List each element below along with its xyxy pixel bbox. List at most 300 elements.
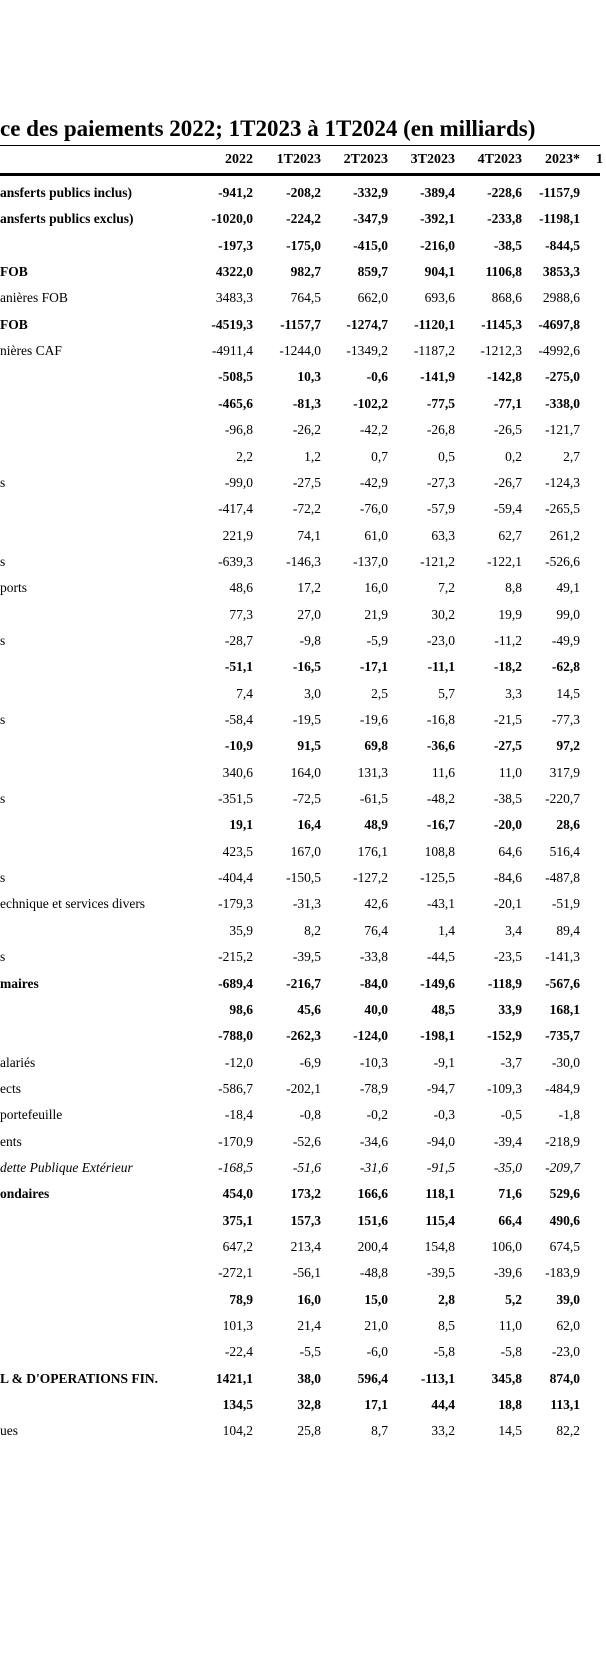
table-cell: -27,5 xyxy=(292,474,321,490)
table-row xyxy=(0,1338,600,1365)
table-cell: 868,6 xyxy=(491,290,522,306)
column-header-row xyxy=(0,146,603,173)
table-cell: -58,4 xyxy=(224,712,253,727)
table-cell: 21,9 xyxy=(364,606,388,622)
table-cell: -0,5 xyxy=(500,1107,522,1123)
table-cell: -487,8 xyxy=(545,870,580,886)
table-cell: -36,6 xyxy=(426,738,455,754)
table-cell: -1157,9 xyxy=(539,185,580,200)
table-cell: -338,0 xyxy=(545,395,580,411)
table-cell: -415,0 xyxy=(353,237,388,253)
table-cell: -6,9 xyxy=(299,1054,321,1070)
table-cell: -23,0 xyxy=(426,632,455,648)
table-cell: -124,3 xyxy=(545,474,580,490)
table-cell: 904,1 xyxy=(424,264,455,280)
table-cell: 529,6 xyxy=(549,1186,580,1202)
table-cell: -275,0 xyxy=(545,369,580,385)
table-row xyxy=(0,811,600,838)
table-cell: 859,7 xyxy=(357,264,388,280)
table-cell: -215,2 xyxy=(218,949,253,965)
table-cell: -81,3 xyxy=(292,395,321,411)
table-cell: -12,0 xyxy=(224,1054,253,1070)
table-cell: -141,3 xyxy=(545,949,580,965)
table-cell: -1198,1 xyxy=(539,211,580,227)
table-cell: 28,6 xyxy=(556,817,580,833)
table-cell: 375,1 xyxy=(222,1212,253,1228)
table-cell: -216,7 xyxy=(286,975,321,991)
table-cell: 15,0 xyxy=(364,1291,388,1307)
table-cell: 39,0 xyxy=(556,1291,580,1307)
table-cell: -586,7 xyxy=(218,1080,253,1096)
table-cell: -39,5 xyxy=(292,949,321,965)
table-cell: -5,8 xyxy=(433,1344,455,1360)
table-cell: -121,7 xyxy=(545,422,580,438)
table-cell: 261,2 xyxy=(549,527,580,543)
table-cell: 454,0 xyxy=(222,1186,253,1202)
table-cell: 76,4 xyxy=(364,922,388,938)
table-cell: 8,2 xyxy=(304,922,321,938)
table-row xyxy=(0,1154,600,1181)
table-cell: 101,3 xyxy=(222,1318,253,1334)
table-cell: -6,0 xyxy=(366,1344,388,1360)
table-cell: 176,1 xyxy=(357,843,388,859)
table-cell: 32,8 xyxy=(297,1397,321,1413)
table-cell: -57,9 xyxy=(426,501,455,517)
table-cell: -121,2 xyxy=(420,553,455,569)
table-cell: -0,3 xyxy=(433,1107,455,1123)
table-cell: -484,9 xyxy=(545,1080,580,1096)
table-cell: 423,5 xyxy=(222,843,253,859)
table-cell: 115,4 xyxy=(425,1212,455,1228)
table-row xyxy=(0,943,600,970)
table-cell: 345,8 xyxy=(491,1370,522,1386)
row-label: ansferts publics inclus) xyxy=(0,185,133,200)
table-cell: -51,1 xyxy=(224,659,253,675)
table-row xyxy=(0,1075,600,1102)
table-cell: -220,7 xyxy=(545,791,580,807)
table-cell: -91,5 xyxy=(426,1159,455,1175)
table-cell: -18,2 xyxy=(493,659,522,675)
table-cell: -347,9 xyxy=(353,211,388,227)
table-row xyxy=(0,732,600,759)
table-cell: -1120,1 xyxy=(414,316,455,332)
table-cell: -392,1 xyxy=(420,211,455,227)
table-cell: -56,1 xyxy=(292,1265,321,1281)
table-cell: 21,4 xyxy=(297,1318,321,1334)
table-cell: 3,4 xyxy=(505,922,522,938)
table-cell: -265,5 xyxy=(545,501,580,517)
table-cell: -19,5 xyxy=(292,712,321,727)
table-row xyxy=(0,680,600,707)
table-cell: -735,7 xyxy=(545,1028,580,1044)
table-cell: 1,4 xyxy=(438,922,455,938)
table-cell: -84,0 xyxy=(359,975,388,991)
table-cell: 340,6 xyxy=(222,764,253,780)
table-cell: 71,6 xyxy=(498,1186,522,1202)
table-cell: -51,6 xyxy=(292,1159,321,1175)
table-cell: 2,5 xyxy=(371,685,388,701)
table-cell: -183,9 xyxy=(545,1265,580,1281)
row-label: ents xyxy=(0,1133,22,1149)
table-cell: 168,1 xyxy=(549,1001,580,1017)
table-cell: -26,5 xyxy=(493,422,522,438)
table-cell: 19,1 xyxy=(229,817,253,833)
table-row xyxy=(0,205,600,232)
table-cell: -1244,0 xyxy=(279,343,321,359)
table-row xyxy=(0,522,600,549)
table-cell: 17,2 xyxy=(297,580,321,596)
table-cell: -21,5 xyxy=(493,712,522,727)
table-cell: -124,0 xyxy=(353,1028,388,1044)
table-cell: 69,8 xyxy=(364,738,388,754)
table-cell: 14,5 xyxy=(556,685,580,701)
table-title: ce des paiements 2022; 1T2023 à 1T2024 (en milliards) xyxy=(0,116,536,141)
row-label: anières FOB xyxy=(0,290,68,306)
table-cell: -941,2 xyxy=(218,185,253,200)
table-cell: 5,2 xyxy=(505,1291,522,1307)
table-cell: -26,2 xyxy=(292,422,321,438)
table-cell: -5,9 xyxy=(366,632,388,648)
table-row xyxy=(0,601,600,628)
table-cell: -23,5 xyxy=(493,949,522,965)
table-row xyxy=(0,653,600,680)
table-cell: -10,9 xyxy=(224,738,253,754)
table-cell: -94,0 xyxy=(426,1133,455,1149)
table-cell: -16,8 xyxy=(426,712,455,727)
table-cell: 10,3 xyxy=(297,369,321,385)
table-cell: -42,9 xyxy=(359,474,388,490)
row-label: ues xyxy=(0,1423,18,1439)
table-row xyxy=(0,785,600,812)
row-label: nières CAF xyxy=(0,343,62,359)
table-cell: 104,2 xyxy=(222,1423,253,1439)
table-row xyxy=(0,469,600,496)
table-row xyxy=(0,1128,600,1155)
table-cell: -125,5 xyxy=(420,870,455,886)
table-cell: -17,1 xyxy=(359,659,388,675)
table-cell: -0,8 xyxy=(299,1107,321,1123)
table-cell: -567,6 xyxy=(545,975,580,991)
table-cell: 91,5 xyxy=(297,738,321,754)
table-cell: 38,0 xyxy=(297,1370,321,1386)
table-cell: 108,8 xyxy=(424,843,455,859)
table-cell: -168,5 xyxy=(218,1159,253,1175)
table-cell: -102,2 xyxy=(353,395,388,411)
table-cell: 48,6 xyxy=(229,580,253,596)
table-row xyxy=(0,495,600,522)
table-cell: -72,5 xyxy=(292,791,321,807)
table-cell: 0,5 xyxy=(438,448,455,464)
table-cell: 113,1 xyxy=(550,1397,580,1413)
table-cell: -149,6 xyxy=(420,975,455,991)
table-cell: -404,4 xyxy=(218,870,253,886)
table-cell: -198,1 xyxy=(420,1028,455,1044)
table-cell: 7,2 xyxy=(438,580,455,596)
table-cell: -31,6 xyxy=(359,1159,388,1175)
table-row xyxy=(0,838,600,865)
table-cell: -1212,3 xyxy=(480,343,522,359)
table-cell: 874,0 xyxy=(549,1370,580,1386)
table-cell: 3483,3 xyxy=(215,290,253,306)
table-cell: -10,3 xyxy=(359,1054,388,1070)
table-cell: -20,1 xyxy=(493,896,522,912)
table-cell: -0,2 xyxy=(366,1107,388,1123)
table-cell: -39,5 xyxy=(426,1265,455,1281)
table-cell: -16,7 xyxy=(426,817,455,833)
table-row xyxy=(0,917,600,944)
table-cell: 40,0 xyxy=(364,1001,388,1017)
row-label: L & D'OPERATIONS FIN. xyxy=(0,1370,159,1386)
table-row xyxy=(0,311,600,338)
table-cell: 19,9 xyxy=(498,606,522,622)
table-cell: -175,0 xyxy=(286,237,321,253)
table-cell: -52,6 xyxy=(292,1133,321,1149)
table-cell: -27,3 xyxy=(426,474,455,490)
table-row xyxy=(0,1286,600,1313)
table-cell: -19,6 xyxy=(359,712,388,727)
row-label: s xyxy=(0,553,6,569)
table-row xyxy=(0,890,600,917)
table-row xyxy=(0,864,600,891)
table-cell: -35,0 xyxy=(493,1159,522,1175)
table-cell: 48,5 xyxy=(431,1001,455,1017)
table-cell: 3853,3 xyxy=(542,264,580,280)
table-cell: 45,6 xyxy=(297,1001,321,1017)
table-cell: -122,1 xyxy=(487,553,522,569)
table-cell: -11,2 xyxy=(494,632,522,648)
table-cell: -61,5 xyxy=(359,791,388,807)
table-row xyxy=(0,1365,600,1392)
table-row xyxy=(0,363,600,390)
table-row xyxy=(0,179,600,206)
table-cell: -3,7 xyxy=(500,1054,522,1070)
table-cell: -209,7 xyxy=(545,1159,580,1175)
table-cell: -77,3 xyxy=(551,712,580,727)
table-cell: -1274,7 xyxy=(346,316,388,332)
table-cell: -0,6 xyxy=(366,369,388,385)
table-cell: -197,3 xyxy=(218,237,253,253)
table-cell: 1106,8 xyxy=(485,264,522,280)
table-cell: 97,2 xyxy=(556,738,580,754)
table-cell: -465,6 xyxy=(218,395,253,411)
table-cell: 0,7 xyxy=(371,448,388,464)
table-cell: 61,0 xyxy=(364,527,388,543)
table-cell: -44,5 xyxy=(426,949,455,965)
table-cell: 2988,6 xyxy=(542,290,580,306)
table-row xyxy=(0,1101,600,1128)
table-row xyxy=(0,390,600,417)
table-cell: 317,9 xyxy=(549,764,580,780)
table-cell: 221,9 xyxy=(222,527,253,543)
table-cell: -272,1 xyxy=(218,1265,253,1281)
table-cell: -59,4 xyxy=(493,501,522,517)
table-cell: -389,4 xyxy=(420,185,455,200)
table-row xyxy=(0,1312,600,1339)
table-cell: -118,9 xyxy=(487,975,522,991)
table-cell: -1349,2 xyxy=(346,343,388,359)
table-cell: 2,7 xyxy=(563,448,580,464)
table-cell: 131,3 xyxy=(357,764,388,780)
table-row xyxy=(0,1180,600,1207)
table-cell: -218,9 xyxy=(545,1133,580,1149)
table-cell: 98,6 xyxy=(229,1001,253,1017)
row-label: s xyxy=(0,474,6,490)
row-label: portefeuille xyxy=(0,1107,63,1123)
table-cell: -34,6 xyxy=(359,1133,388,1149)
table-cell: -4697,8 xyxy=(538,316,580,332)
table-cell: -4911,4 xyxy=(211,343,253,359)
table-cell: -9,1 xyxy=(433,1054,455,1070)
table-cell: -31,3 xyxy=(292,896,321,912)
table-row xyxy=(0,548,600,575)
table-cell: -127,2 xyxy=(353,870,388,886)
table-cell: -202,1 xyxy=(286,1080,321,1096)
table-cell: 662,0 xyxy=(357,290,388,306)
table-cell: 166,6 xyxy=(357,1186,388,1202)
table-cell: 693,6 xyxy=(424,290,455,306)
table-cell: 11,6 xyxy=(431,764,455,780)
table-cell: 78,9 xyxy=(229,1291,253,1307)
table-row xyxy=(0,970,600,997)
table-row xyxy=(0,232,600,259)
table-cell: -94,7 xyxy=(426,1080,455,1096)
column-header: 1 xyxy=(596,152,603,167)
table-row xyxy=(0,1049,600,1076)
table-cell: -28,7 xyxy=(224,632,253,648)
table-row xyxy=(0,759,600,786)
table-cell: 21,0 xyxy=(364,1318,388,1334)
table-cell: -27,5 xyxy=(493,738,522,754)
table-cell: -26,8 xyxy=(426,422,455,438)
table-cell: 89,4 xyxy=(556,922,580,938)
table-cell: -76,0 xyxy=(359,501,388,517)
table-cell: 3,3 xyxy=(505,685,522,701)
table-cell: 14,5 xyxy=(498,1423,522,1439)
header-bottom-rule xyxy=(0,173,600,176)
table-row xyxy=(0,1207,600,1234)
table-cell: -43,1 xyxy=(426,896,455,912)
table-cell: -262,3 xyxy=(286,1028,321,1044)
column-header: 2023* xyxy=(545,152,580,167)
table-cell: -137,0 xyxy=(353,553,388,569)
table-cell: -332,9 xyxy=(353,185,388,200)
row-label: s xyxy=(0,870,6,886)
table-cell: -233,8 xyxy=(487,211,522,227)
table-cell: -152,9 xyxy=(487,1028,522,1044)
row-label: maires xyxy=(0,975,39,991)
table-cell: -146,3 xyxy=(286,553,321,569)
table-cell: 44,4 xyxy=(431,1397,455,1413)
table-cell: 647,2 xyxy=(222,1239,253,1254)
table-row xyxy=(0,258,600,285)
table-row xyxy=(0,1233,600,1260)
table-cell: -99,0 xyxy=(224,474,253,490)
row-label: FOB xyxy=(0,316,28,332)
table-cell: 134,5 xyxy=(222,1397,253,1413)
table-cell: -18,4 xyxy=(224,1107,253,1123)
row-label: echnique et services divers xyxy=(0,896,146,912)
table-cell: -78,9 xyxy=(359,1080,388,1096)
table-cell: -9,8 xyxy=(299,632,321,648)
table-cell: 164,0 xyxy=(290,764,321,780)
table-cell: -96,8 xyxy=(224,422,253,438)
table-cell: 4322,0 xyxy=(215,264,253,280)
table-cell: 0,2 xyxy=(505,448,522,464)
row-label: s xyxy=(0,949,6,965)
table-cell: 157,3 xyxy=(290,1212,321,1228)
table-cell: -38,5 xyxy=(493,791,522,807)
table-cell: 82,2 xyxy=(556,1423,580,1439)
table-cell: -4519,3 xyxy=(211,316,253,332)
table-cell: 62,7 xyxy=(498,527,522,543)
table-cell: 490,6 xyxy=(549,1212,580,1228)
table-cell: -84,6 xyxy=(493,870,522,886)
table-cell: 154,8 xyxy=(424,1239,455,1254)
column-header: 2T2023 xyxy=(343,152,388,167)
table-cell: -1020,0 xyxy=(211,211,253,227)
table-cell: -526,6 xyxy=(545,553,580,569)
table-cell: 8,7 xyxy=(371,1423,388,1439)
table-cell: -179,3 xyxy=(218,896,253,912)
table-cell: 151,6 xyxy=(357,1212,388,1228)
row-label: ports xyxy=(0,580,27,596)
table-cell: -11,1 xyxy=(427,659,455,675)
table-cell: -30,0 xyxy=(551,1054,580,1070)
table-cell: 596,4 xyxy=(357,1370,388,1386)
table-cell: 42,6 xyxy=(364,896,388,912)
table-cell: -49,9 xyxy=(551,632,580,648)
table-cell: -26,7 xyxy=(493,474,522,490)
table-row xyxy=(0,996,600,1023)
table-cell: 16,0 xyxy=(364,580,388,596)
table-row xyxy=(0,1022,600,1049)
table-cell: -216,0 xyxy=(420,237,455,253)
table-cell: 74,1 xyxy=(297,527,321,543)
table-cell: -48,2 xyxy=(426,791,455,807)
table-cell: -844,5 xyxy=(545,237,580,253)
table-row xyxy=(0,443,600,470)
table-cell: -20,0 xyxy=(493,817,522,833)
table-cell: -1187,2 xyxy=(413,343,455,359)
table-cell: -788,0 xyxy=(218,1028,253,1044)
table-row xyxy=(0,1391,600,1418)
table-cell: -228,6 xyxy=(487,185,522,200)
table-cell: -170,9 xyxy=(218,1133,253,1149)
table-cell: -23,0 xyxy=(551,1344,580,1360)
table-cell: -51,9 xyxy=(551,896,580,912)
table-cell: 64,6 xyxy=(498,843,522,859)
table-cell: 16,4 xyxy=(297,817,321,833)
table-cell: 35,9 xyxy=(229,922,253,938)
table-cell: -5,8 xyxy=(500,1344,522,1360)
table-cell: 2,2 xyxy=(236,448,253,464)
table-cell: 17,1 xyxy=(364,1397,388,1413)
table-cell: -109,3 xyxy=(487,1080,522,1096)
table-row xyxy=(0,284,600,311)
table-cell: 77,3 xyxy=(229,606,253,622)
table-cell: 3,0 xyxy=(304,685,321,701)
table-cell: -141,9 xyxy=(420,369,455,385)
column-header: 4T2023 xyxy=(477,152,522,167)
row-label: s xyxy=(0,632,6,648)
row-label: s xyxy=(0,791,6,807)
table-cell: 16,0 xyxy=(297,1291,321,1307)
table-cell: 25,8 xyxy=(297,1423,321,1439)
row-label: dette Publique Extérieur xyxy=(0,1159,133,1175)
table-cell: 982,7 xyxy=(290,264,321,280)
table-cell: 62,0 xyxy=(556,1318,580,1334)
table-cell: -48,8 xyxy=(359,1265,388,1281)
